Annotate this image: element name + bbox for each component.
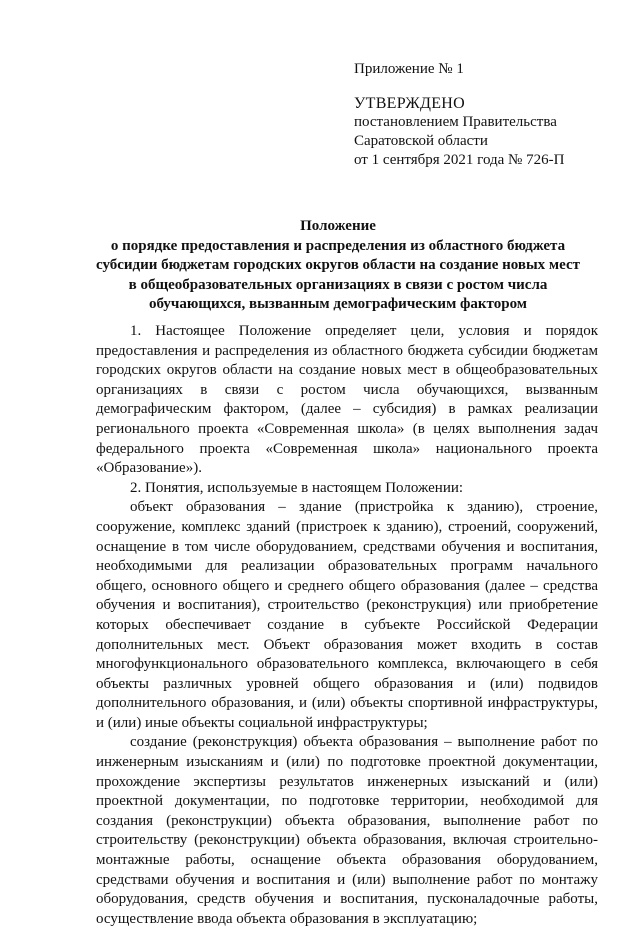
approval-line-2: Саратовской области <box>354 133 488 149</box>
title-line-3: субсидии бюджетам городских округов области на создание новых мест <box>95 257 581 273</box>
paragraph-1: 1. Настоящее Положение определяет цели, условия и порядок предоставления и распределения из областного бюджета субсидии бюджетам городских округов области на создание новых мест в общеобразовательных организациях в связи с ростом числа обучающихся, вызванным демографическим фактором, (далее – субсидия) в рамках реализации регионального проекта «Современная школа» (в целях выполнения задач федерального проекта «Современная школа» национального проекта «Образование»). <box>96 323 598 477</box>
approval-line-3: от 1 сентября 2021 года № 726-П <box>354 152 565 168</box>
title-line-5: обучающихся, вызванным демографическим фактором <box>148 296 528 312</box>
paragraph-3: объект образования – здание (пристройка к зданию), строение, сооружение, комплекс зданий (пристроек к зданию), строений, сооружений, оснащение в том числе оборудованием, средствами обучения и воспитания, необходимыми для реализации образовательных программ начального общего, основного общего и среднего общего образования (далее – средства обучения и воспитания), строительство (реконструкция) или приобретение которых обеспечивает создание в субъекте Российской Федерации дополнительных мест. Объект образования может входить в состав многофункционального образовательного комплекса, включающего в себя объекты различных уровней общего образования и (или) подвидов дополнительного образования, и (или) объекты спортивной инфраструктуры, и (или) иные объекты социальной инфраструктуры; <box>96 499 598 731</box>
title-line-2: о порядке предоставления и распределения из областного бюджета <box>110 237 566 254</box>
document-title <box>80 217 596 315</box>
paragraph-4: создание (реконструкция) объекта образования – выполнение работ по инженерным изысканиям и (или) по подготовке проектной документации, прохождение экспертизы результатов инженерных изысканий и (или) проектной документации, по подготовке территории, необходимой для создания (реконструкции) объекта образования, выполнение работ по строительству (реконструкции) объекта образования, включая строительно-монтажные работы, оснащение объекта образования оборудованием, средствами обучения и воспитания и (или) выполнение работ по монтажу оборудования, средств обучения и воспитания, пусконаладочные работы, осуществление ввода объекта образования в эксплуатацию; <box>96 734 598 927</box>
approval-block <box>354 60 624 170</box>
title-line-1: Положение <box>300 218 376 234</box>
title-line-4: в общеобразовательных организациях в связи с ростом числа <box>128 276 548 293</box>
annex-label: Приложение № 1 <box>354 61 464 77</box>
document-body <box>96 322 598 929</box>
approval-line-1: постановлением Правительства <box>354 114 557 130</box>
paragraph-2: 2. Понятия, используемые в настоящем Положении: <box>130 479 464 496</box>
approved-heading: УТВЕРЖДЕНО <box>354 95 466 112</box>
